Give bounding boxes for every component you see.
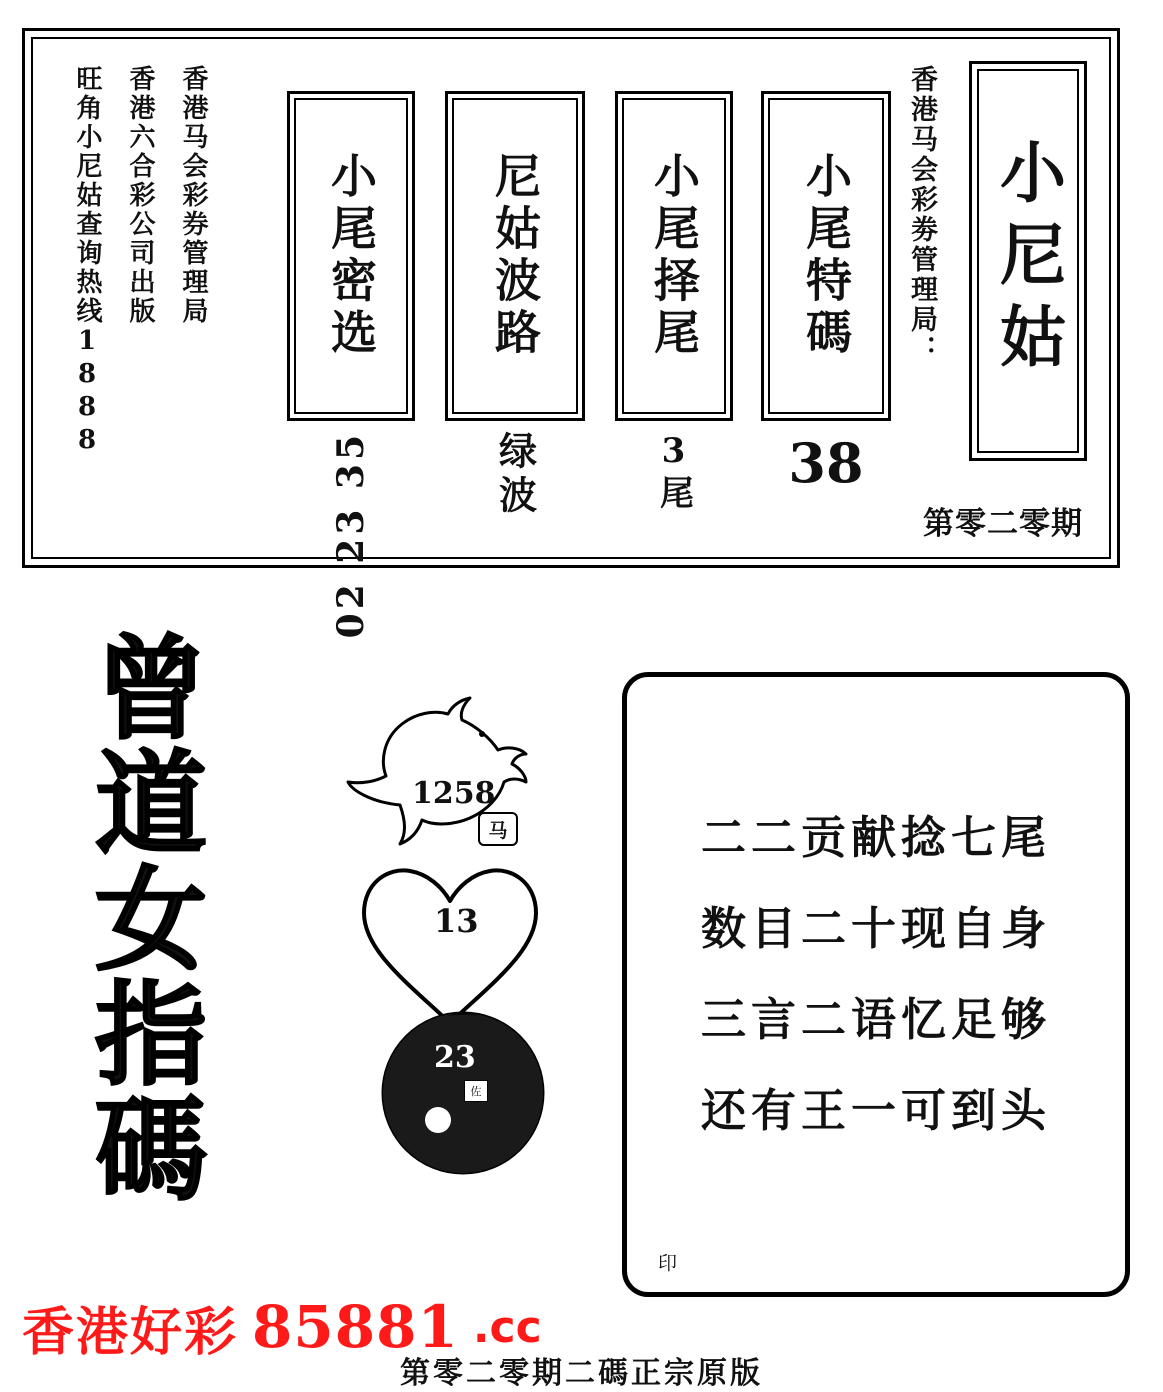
dove-tag-badge: 马 [478,812,518,846]
yinyang-icon [378,1008,548,1178]
symbol-column [330,680,580,1200]
watermark-domain-suffix: .cc [472,1301,542,1353]
column-wave-road [445,91,585,519]
verse-box [622,672,1130,1297]
pick-tail-value-wrap [615,431,733,513]
left-notes [69,65,212,535]
wave-road-heading-box [445,91,585,421]
top-panel [22,28,1120,639]
publication-title: 小尼姑 [988,138,1067,384]
top-panel-inner-border [31,37,1111,639]
special-code-value: 38 [788,431,864,495]
left-note-3: 旺角小尼姑查询热线1888 [72,65,102,458]
special-code-heading-box [761,91,891,421]
brand-char-1: 曾 [95,624,207,755]
secret-pick-heading-inner [294,98,408,414]
pick-tail-heading-inner [622,98,726,414]
wave-road-heading-inner [452,98,578,414]
yinyang-tag-badge: 佐 [464,1080,488,1102]
secret-pick-value: 02 23 35 [330,431,372,639]
pick-tail-value: 3尾 [653,431,694,513]
secret-pick-value-wrap [287,431,415,638]
brand-char-3: 女 [95,854,207,986]
main-brand-title [56,624,246,1217]
wave-road-value-wrap [445,431,585,519]
footer-caption: 第零二零期二碼正宗原版 [400,1356,763,1391]
pick-tail-heading: 小尾择尾 [647,152,701,360]
pick-tail-heading-box [615,91,733,421]
verse-line-1: 二二贡献捻七尾 [700,810,1051,864]
left-note-1: 香港马会彩券管理局 [178,65,208,326]
special-code-heading-inner [768,98,884,414]
verse-line-3: 三言二语忆足够 [700,992,1051,1046]
column-special-code [761,91,891,495]
brand-char-4: 指 [95,970,207,1102]
column-pick-tail [615,91,733,513]
watermark-number: 85881 [252,1293,459,1361]
publication-title-inner [977,69,1079,453]
brand-char-2: 道 [95,739,207,871]
issue-label: 第零二零期 [923,506,1083,542]
verse-line-4: 还有王一可到头 [700,1083,1051,1137]
wave-road-value: 绿波 [492,431,538,519]
special-code-heading: 小尾特碼 [799,152,853,360]
column-secret-pick [287,91,415,638]
verse-line-2: 数目二十现自身 [700,901,1051,955]
secret-pick-heading: 小尾密选 [324,152,378,360]
secret-pick-heading-box [287,91,415,421]
dove-number: 1258 [412,776,496,811]
wave-road-heading: 尼姑波路 [488,152,542,360]
heart-number: 13 [434,902,479,940]
brand-char-5: 碼 [95,1085,207,1217]
yinyang-number: 23 [434,1040,476,1075]
watermark-text: 香港好彩 [22,1302,239,1363]
verse-seal: 印 [655,1253,677,1272]
publication-title-box [969,61,1087,461]
organization-note [902,65,941,505]
organization-note-text: 香港马会彩劵管理局： [906,65,937,365]
left-note-2: 香港六合彩公司出版 [125,65,155,326]
